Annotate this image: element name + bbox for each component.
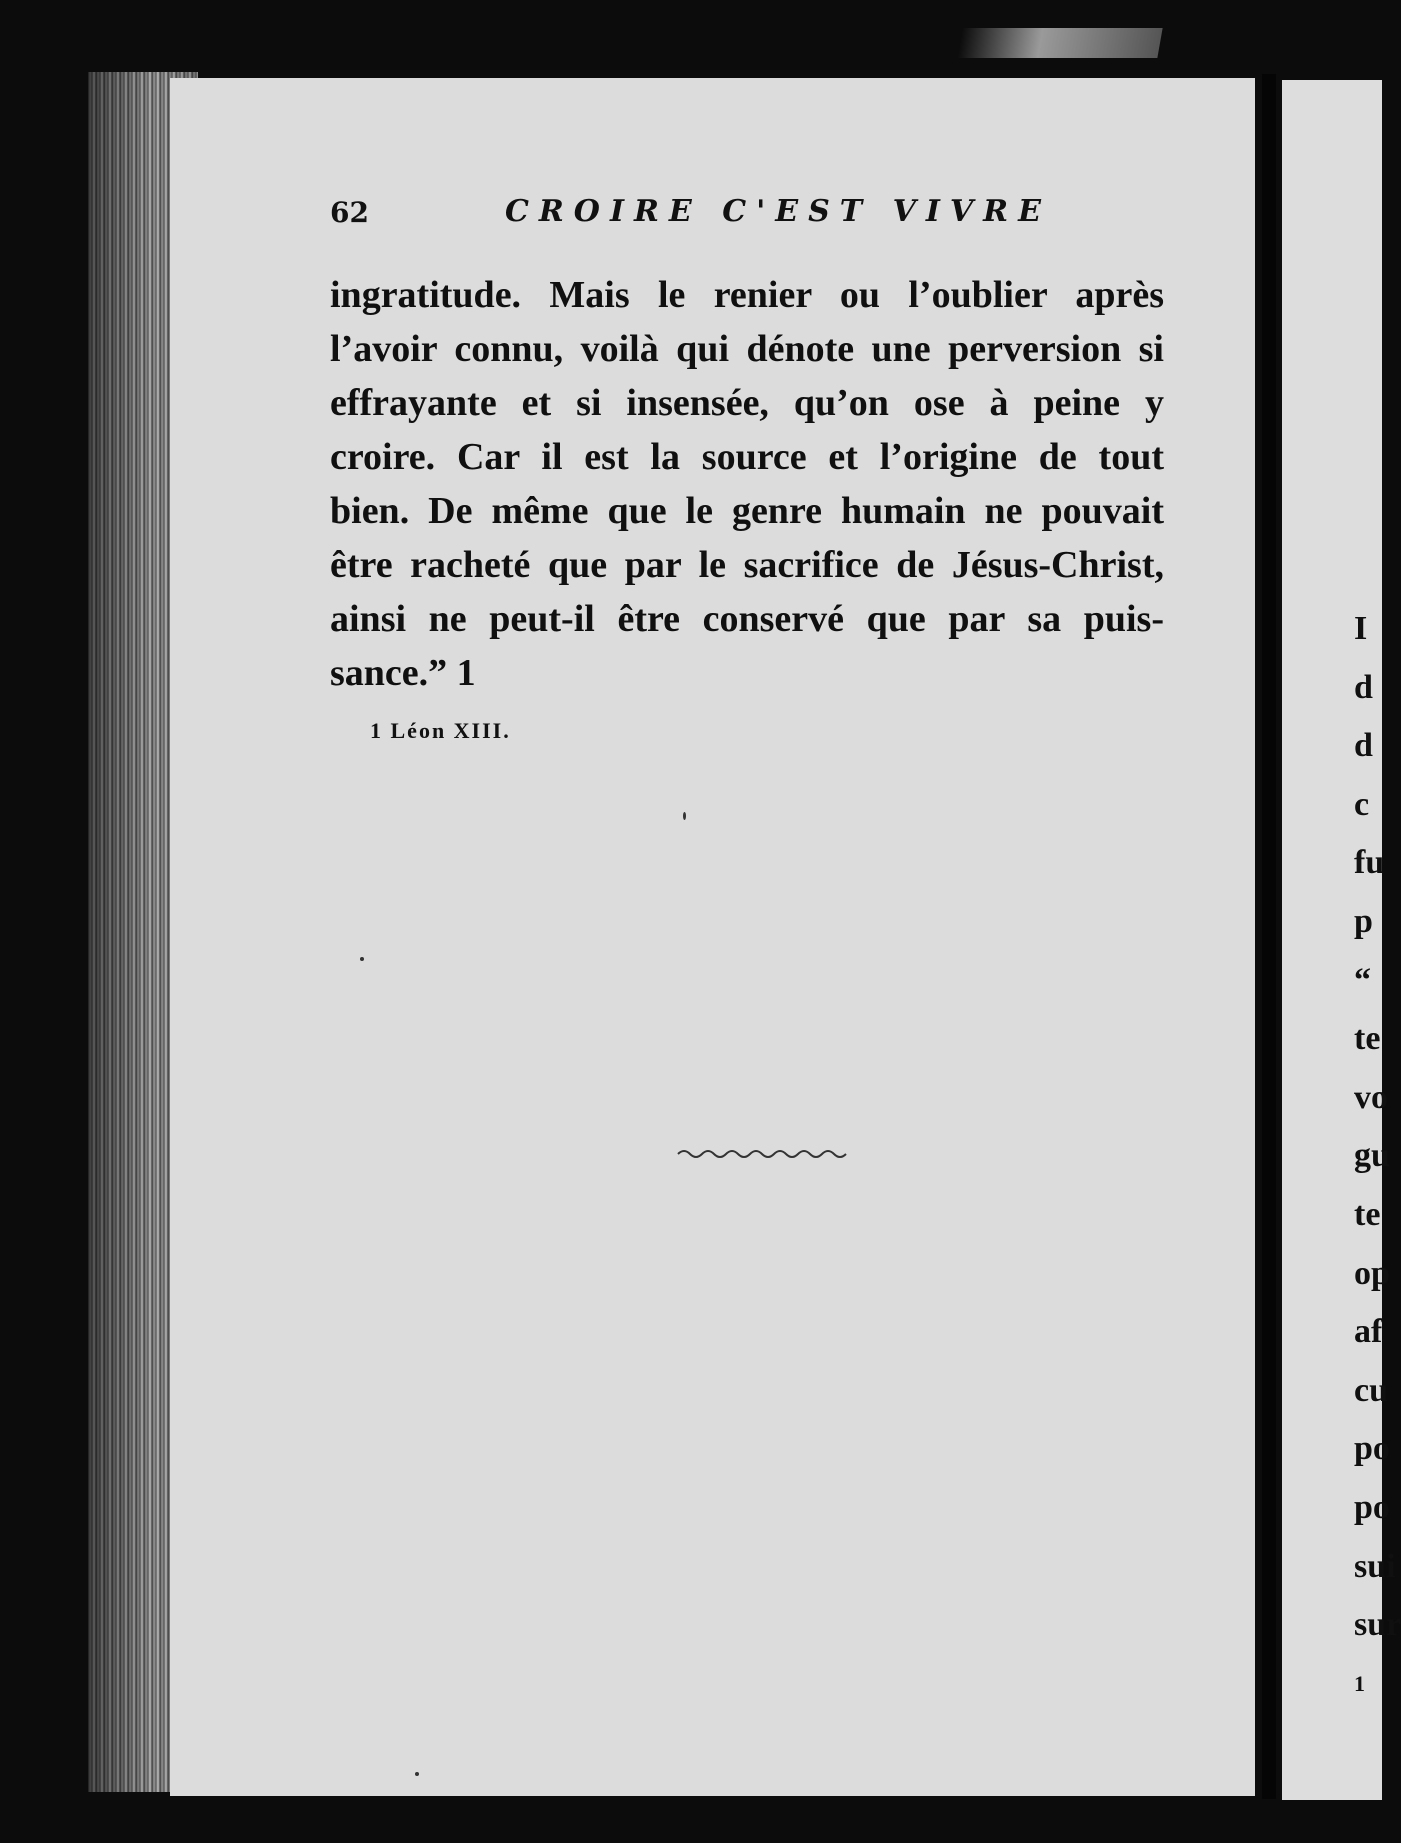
text-line: ainsi ne peut-il être conservé que par sa puis- [330, 598, 1164, 640]
text-line: être racheté que par le sacrifice de Jésus-Christ, [330, 544, 1164, 586]
fragment-line: fu [1354, 844, 1385, 882]
fragment-line: “ [1354, 961, 1371, 999]
fragment-line: 1 [1354, 1670, 1365, 1696]
body-text [330, 268, 1164, 700]
book-gutter [1262, 74, 1276, 1799]
print-speck [415, 1772, 419, 1776]
fragment-line: po [1354, 1430, 1390, 1468]
fragment-line: gu [1354, 1137, 1390, 1175]
running-title: CROIRE C'EST VIVRE [505, 194, 1051, 229]
running-head [330, 194, 1051, 240]
fragment-line: c [1354, 785, 1370, 823]
fragment-line: d [1354, 668, 1373, 706]
fragment-line: p [1354, 902, 1373, 940]
fragment-line: sur [1354, 1606, 1401, 1644]
fragment-line: vo [1354, 1078, 1388, 1116]
fragment-line: po [1354, 1488, 1390, 1526]
fragment-line: op [1354, 1254, 1390, 1292]
print-speck [683, 812, 686, 820]
fragment-line: sui [1354, 1547, 1396, 1585]
text-line: bien. De même que le genre humain ne pouvait [330, 490, 1164, 532]
scan-glare [957, 28, 1162, 58]
text-line: croire. Car il est la source et l’origine de tout [330, 436, 1164, 478]
print-speck [360, 957, 364, 961]
fragment-line: I [1354, 610, 1368, 647]
fragment-line: cu [1354, 1371, 1388, 1409]
tail-ornament [678, 1146, 848, 1162]
text-line: sance.” 1 [330, 652, 476, 694]
fragment-line: d [1354, 727, 1373, 765]
fragment-line: te [1354, 1195, 1381, 1233]
footnote: 1 Léon XIII. [370, 718, 511, 743]
right-page-text-fragments [1354, 600, 1401, 1713]
text-line: ingratitude. Mais le renier ou l’oublier après [330, 274, 1164, 316]
fragment-line: te [1354, 1020, 1381, 1058]
fragment-line: af [1354, 1313, 1383, 1351]
text-line: l’avoir connu, voilà qui dénote une perversion si [330, 328, 1164, 370]
text-line: effrayante et si insensée, qu’on ose à peine y [330, 382, 1164, 424]
page-number: 62 [330, 196, 369, 229]
